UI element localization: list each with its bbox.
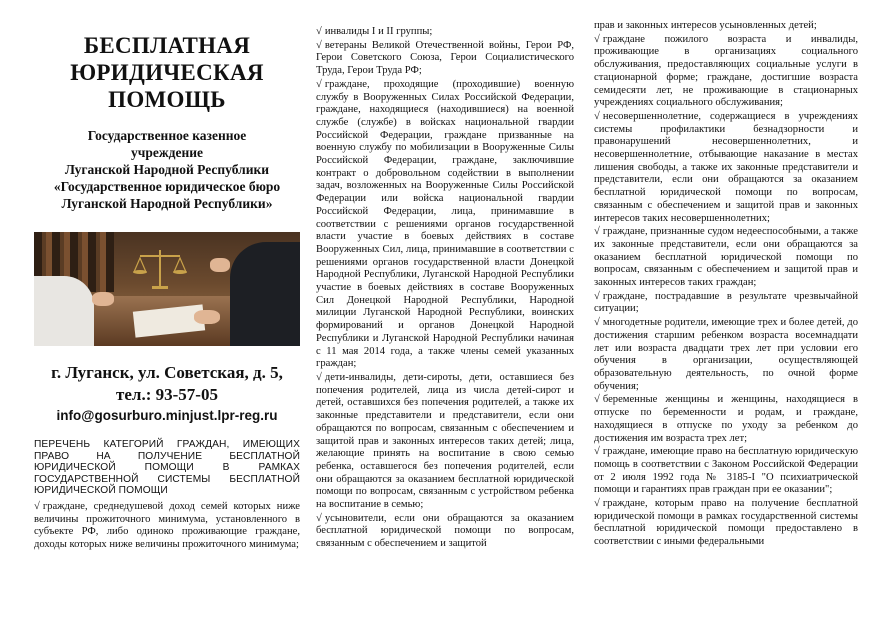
checkmark-icon: √	[594, 226, 600, 238]
checkmark-icon: √	[594, 446, 600, 458]
checkmark-icon: √	[594, 394, 600, 406]
phone-text: тел.: 93-57-05	[116, 385, 218, 404]
right-column	[594, 20, 858, 618]
list-item: √ усыновители, если они обращаются за оказанием бесплатной юридической помощи по вопросам, связанным с обеспечением и защитой	[316, 512, 574, 550]
checkmark-icon: √	[594, 110, 600, 122]
page-title	[34, 32, 300, 113]
middle-column	[316, 26, 574, 618]
list-item: √ граждане, пострадавшие в результате чрезвычайной ситуации;	[594, 290, 858, 315]
email-link[interactable]: info@gosurburo.minjust.lpr-reg.ru	[56, 408, 278, 423]
lawyer-consultation-photo	[34, 232, 300, 346]
list-item: √ граждане, которым право на получение бесплатной юридической помощи в рамках государственной системы бесплатной юридической помощи предоставлено в соответствии с иными федеральными	[594, 498, 858, 548]
organization-name	[34, 127, 300, 212]
list-item: √ граждане, проходящие (проходившие) военную службу в Вооруженных Силах Российской Федерации, граждане, находящиеся (находившиеся) на военной службе (службе) в войсках национальной гвардии Российской Федерации, граждане призванные на военную службу по мобилизации в Вооруженные Силы Российской Федерации, граждане, заключившие контракт о добровольном содействии в выполнении задач, возложенных на Вооруженные Силы Российской Федерации или войска национальной гвардии Российской Федерации, лица, принимавшие в соответствии с решениями органов государственной власти участие в боевых действиях в составе Вооруженных Сил, лица, принимавшие в соответствии с решениями органов государственной власти Донецкой Народной Республики, Луганской Народной Республики участие в боевых действиях в составе Вооруженных Сил Донецкой Народной Республики, Народной милиции Луганской Народной Республики, воинских формирований и органов Донецкой Народной Республики и Луганской Народной Республики начиная с 11 мая 2014 года, а также члены семей указанных граждан;	[316, 78, 574, 370]
checkmark-icon: √	[594, 317, 600, 329]
address-text: г. Луганск, ул. Советская, д. 5,	[51, 363, 283, 382]
list-item: √ многодетные родители, имеющие трех и более детей, до достижения старшим ребенком возраста восемнадцати лет или возраста двадцати трех лет при условии его обучения в организации, осуществляющей образовательную деятельность, по очной форме обучения;	[594, 317, 858, 392]
hand-shape	[210, 258, 230, 272]
org-line-5: Луганской Народной Республики»	[61, 196, 273, 211]
list-item: √ инвалиды I и II группы;	[316, 26, 433, 37]
checkmark-icon: √	[316, 26, 322, 37]
checkmark-icon: √	[594, 290, 600, 302]
hand-shape	[194, 310, 220, 324]
checkmark-icon: √	[316, 512, 322, 524]
checkmark-icon: √	[316, 39, 322, 51]
category-list-left	[34, 501, 300, 552]
org-line-1: Государственное казенное	[87, 128, 247, 143]
list-item: √ ветераны Великой Отечественной войны, Герои РФ, Герои Советского Союза, Герои Социалистического Труда, Герои Труда РФ;	[316, 39, 574, 77]
checkmark-icon: √	[594, 33, 600, 45]
list-item-continuation: прав и законных интересов усыновленных детей;	[594, 20, 817, 31]
org-line-4: «Государственное юридическое бюро	[53, 179, 281, 194]
checkmark-icon: √	[316, 78, 322, 90]
checkmark-icon: √	[316, 371, 322, 383]
scales-of-justice-icon	[132, 246, 188, 290]
checkmark-icon: √	[34, 500, 40, 512]
client-sleeve-shape	[34, 276, 94, 346]
org-line-2: учреждение	[130, 145, 204, 160]
org-line-3: Луганской Народной Республики	[64, 162, 270, 177]
list-item: √ граждане, среднедушевой доход семей которых ниже величины прожиточного минимума, установленного в субъекте РФ, либо одиноко проживающие граждане, доходы которых ниже величины прожиточного минимума;	[34, 500, 300, 551]
hand-shape	[92, 292, 114, 306]
title-line-2: ЮРИДИЧЕСКАЯ	[70, 60, 264, 85]
left-column	[34, 26, 300, 618]
title-line-1: БЕСПЛАТНАЯ	[83, 33, 251, 58]
list-item: √ беременные женщины и женщины, находящиеся в отпуске по беременности и родам, и граждане, находящиеся в отпуске по уходу за ребенком до достижения им возраста трех лет;	[594, 394, 858, 444]
lawyer-suit-shape	[230, 242, 300, 346]
checkmark-icon: √	[594, 498, 600, 510]
title-line-3: ПОМОЩЬ	[108, 87, 226, 112]
list-item: √ граждане, признанные судом недееспособными, а также их законные представители, если они обращаются за оказанием бесплатной юридической помощи по вопросам, связанным с обеспечением и защитой прав и законных интересов таких граждан;	[594, 226, 858, 289]
list-item: √ дети-инвалиды, дети-сироты, дети, оставшиеся без попечения родителей, лица из числа детей-сирот и детей, оставшихся без попечения родителей, а также их законные представители и представители, если они обращаются по вопросам, связанным с обеспечением и защитой прав и законных интересов таких детей; лица, желающие принять на воспитание в свою семью ребенка, оставшегося без попечения родителей, если они обращаются за оказанием бесплатной юридической помощи по вопросам, связанным с устройством ребенка на воспитание в семью;	[316, 371, 574, 511]
list-item: √ граждане пожилого возраста и инвалиды, проживающие в организациях социального обслуживания, предоставляющих социальные услуги в стационарной форме; граждане, достигшие возраста семидесяти лет, не проживающие в стационарных учреждениях социального обслуживания;	[594, 33, 858, 109]
categories-list-heading: ПЕРЕЧЕНЬ КАТЕГОРИЙ ГРАЖДАН, ИМЕЮЩИХ ПРАВО НА ПОЛУЧЕНИЕ БЕСПЛАТНОЙ ЮРИДИЧЕСКОЙ ПОМОЩИ В РАМКАХ ГОСУДАРСТВЕННОЙ СИСТЕМЫ БЕСПЛАТНОЙ ЮРИДИЧЕСКОЙ ПОМОЩИ	[34, 439, 300, 497]
list-item: √ несовершеннолетние, содержащиеся в учреждениях системы профилактики безнадзорности и правонарушений несовершеннолетних, и несовершеннолетние, отбывающие наказание в местах лишения свободы, а также их законные представители и представители, если они обращаются за оказанием бесплатной юридической помощи по вопросам, связанным с обеспечением и защитой прав и законных интересов таких несовершеннолетних;	[594, 110, 858, 224]
list-item: √ граждане, имеющие право на бесплатную юридическую помощь в соответствии с Законом Российской Федерации от 2 июля 1992 года № 3185-I "О психиатрической помощи и гарантиях прав граждан при ее оказании";	[594, 446, 858, 496]
